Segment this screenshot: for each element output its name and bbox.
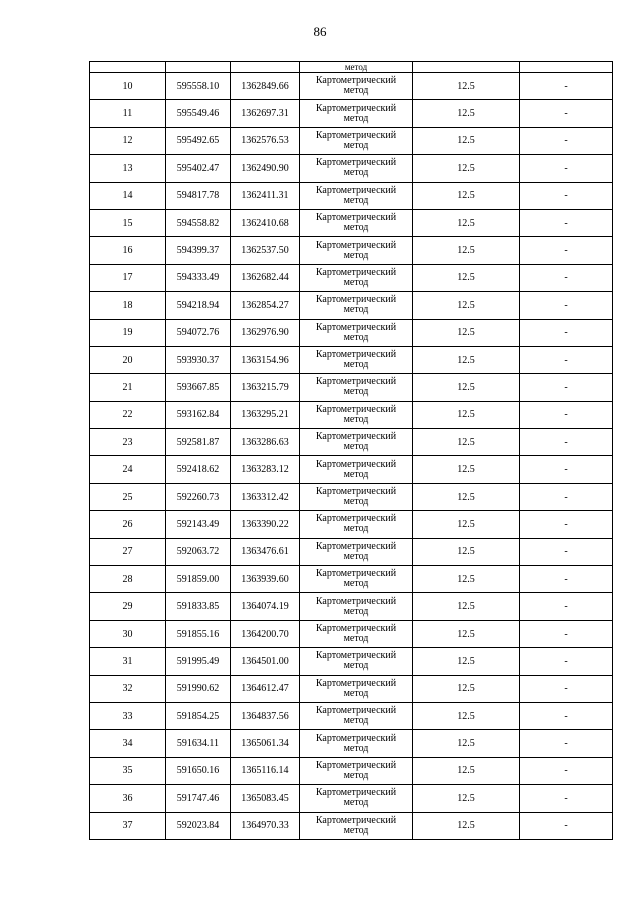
- point-number-cell: 20: [90, 346, 166, 373]
- method-line-2: метод: [343, 468, 369, 480]
- note-cell: -: [520, 100, 613, 127]
- note-cell: -: [520, 620, 613, 647]
- y-coordinate-cell: 1363312.42: [231, 483, 300, 510]
- method-line-1: Картометрический: [315, 129, 397, 141]
- method-cell: [300, 566, 413, 593]
- method-cell: [300, 182, 413, 209]
- method-line-2: метод: [343, 167, 369, 179]
- method-line-1: Картометрический: [315, 814, 397, 826]
- x-coordinate-cell: 591833.85: [166, 593, 231, 620]
- method-line-2: метод: [343, 441, 369, 453]
- error-cell: 12.5: [413, 620, 520, 647]
- error-cell: 12.5: [413, 566, 520, 593]
- table-row: [90, 100, 613, 127]
- method-line-2: метод: [343, 304, 369, 316]
- note-cell: -: [520, 237, 613, 264]
- method-line-2: метод: [343, 139, 369, 151]
- x-coordinate-cell: 592418.62: [166, 456, 231, 483]
- method-cell: [300, 319, 413, 346]
- y-coordinate-cell: 1363476.61: [231, 538, 300, 565]
- point-number-cell: 11: [90, 100, 166, 127]
- y-coordinate-cell: 1362854.27: [231, 292, 300, 319]
- error-cell: 12.5: [413, 374, 520, 401]
- method-line-1: Картометрический: [315, 540, 397, 552]
- y-coordinate-cell: 1362410.68: [231, 209, 300, 236]
- x-coordinate-cell: 591859.00: [166, 566, 231, 593]
- method-line-2: метод: [343, 359, 369, 371]
- table-row: [90, 429, 613, 456]
- x-coordinate-cell: 591990.62: [166, 675, 231, 702]
- x-coordinate-cell: 591634.11: [166, 730, 231, 757]
- x-coordinate-cell: 594333.49: [166, 264, 231, 291]
- x-coordinate-cell: 595402.47: [166, 155, 231, 182]
- method-cell: [300, 237, 413, 264]
- method-line-1: Картометрический: [315, 431, 397, 443]
- method-line-2: метод: [343, 550, 369, 562]
- method-cell: [300, 292, 413, 319]
- method-cell: [300, 538, 413, 565]
- point-number-cell: 21: [90, 374, 166, 401]
- method-line-1: Картометрический: [315, 568, 397, 580]
- y-coordinate-cell: 1362849.66: [231, 73, 300, 100]
- point-number-cell: 35: [90, 757, 166, 784]
- note-cell: -: [520, 812, 613, 839]
- method-line-1: Картометрический: [315, 184, 397, 196]
- table-row: [90, 785, 613, 812]
- table-row: [90, 237, 613, 264]
- point-number-cell: 27: [90, 538, 166, 565]
- method-cell: [300, 812, 413, 839]
- y-coordinate-cell: 1363215.79: [231, 374, 300, 401]
- method-line-2: метод: [343, 222, 369, 234]
- method-line-2: метод: [343, 660, 369, 672]
- x-coordinate-cell: 591747.46: [166, 785, 231, 812]
- error-cell: 12.5: [413, 346, 520, 373]
- method-cell: [300, 73, 413, 100]
- method-line-1: Картометрический: [315, 102, 397, 114]
- note-cell: -: [520, 538, 613, 565]
- x-coordinate-cell: 591650.16: [166, 757, 231, 784]
- error-cell: 12.5: [413, 127, 520, 154]
- note-cell: -: [520, 264, 613, 291]
- method-cell: [300, 593, 413, 620]
- error-cell: 12.5: [413, 237, 520, 264]
- point-number-cell: 12: [90, 127, 166, 154]
- continuation-cell-x: [166, 62, 231, 73]
- error-cell: 12.5: [413, 319, 520, 346]
- point-number-cell: 30: [90, 620, 166, 647]
- x-coordinate-cell: 594817.78: [166, 182, 231, 209]
- method-line-1: Картометрический: [315, 486, 397, 498]
- error-cell: 12.5: [413, 675, 520, 702]
- table-row: [90, 209, 613, 236]
- error-cell: 12.5: [413, 538, 520, 565]
- y-coordinate-cell: 1362576.53: [231, 127, 300, 154]
- x-coordinate-cell: 594399.37: [166, 237, 231, 264]
- continuation-cell-error: [413, 62, 520, 73]
- y-coordinate-cell: 1362976.90: [231, 319, 300, 346]
- table-row: [90, 538, 613, 565]
- method-cell: [300, 209, 413, 236]
- table-row: [90, 812, 613, 839]
- note-cell: -: [520, 675, 613, 702]
- table-row: [90, 757, 613, 784]
- method-cell: [300, 483, 413, 510]
- note-cell: -: [520, 757, 613, 784]
- y-coordinate-cell: 1365116.14: [231, 757, 300, 784]
- table-row: [90, 456, 613, 483]
- note-cell: -: [520, 401, 613, 428]
- method-line-1: Картометрический: [315, 376, 397, 388]
- point-number-cell: 16: [90, 237, 166, 264]
- table-row: [90, 401, 613, 428]
- y-coordinate-cell: 1364970.33: [231, 812, 300, 839]
- point-number-cell: 31: [90, 648, 166, 675]
- coordinates-table-body: [90, 62, 613, 840]
- method-line-1: Картометрический: [315, 75, 397, 87]
- note-cell: -: [520, 730, 613, 757]
- table-row: [90, 675, 613, 702]
- x-coordinate-cell: 592581.87: [166, 429, 231, 456]
- method-cell: [300, 264, 413, 291]
- method-cell: [300, 620, 413, 647]
- y-coordinate-cell: 1363390.22: [231, 511, 300, 538]
- method-cell: [300, 675, 413, 702]
- method-line-1: Картометрический: [315, 787, 397, 799]
- method-line-2: метод: [343, 687, 369, 699]
- note-cell: -: [520, 593, 613, 620]
- x-coordinate-cell: 591995.49: [166, 648, 231, 675]
- x-coordinate-cell: 595549.46: [166, 100, 231, 127]
- continuation-cell-note: [520, 62, 613, 73]
- method-line-2: метод: [343, 85, 369, 97]
- method-line-1: Картометрический: [315, 239, 397, 251]
- point-number-cell: 25: [90, 483, 166, 510]
- error-cell: 12.5: [413, 648, 520, 675]
- error-cell: 12.5: [413, 292, 520, 319]
- point-number-cell: 33: [90, 702, 166, 729]
- method-line-2: метод: [343, 112, 369, 124]
- method-cell: [300, 757, 413, 784]
- point-number-cell: 24: [90, 456, 166, 483]
- table-row: [90, 483, 613, 510]
- method-line-1: Картометрический: [315, 212, 397, 224]
- point-number-cell: 37: [90, 812, 166, 839]
- note-cell: -: [520, 292, 613, 319]
- point-number-cell: 29: [90, 593, 166, 620]
- method-line-2: метод: [343, 633, 369, 644]
- y-coordinate-cell: 1362682.44: [231, 264, 300, 291]
- error-cell: 12.5: [413, 785, 520, 812]
- note-cell: -: [520, 346, 613, 373]
- y-coordinate-cell: 1362697.31: [231, 100, 300, 127]
- method-line-1: Картометрический: [315, 266, 397, 278]
- point-number-cell: 18: [90, 292, 166, 319]
- point-number-cell: 36: [90, 785, 166, 812]
- method-line-1: Картометрический: [315, 623, 397, 634]
- x-coordinate-cell: 592023.84: [166, 812, 231, 839]
- table-row: [90, 620, 613, 647]
- table-row: [90, 264, 613, 291]
- continuation-row: [90, 62, 613, 73]
- method-line-1: Картометрический: [315, 677, 397, 689]
- note-cell: -: [520, 209, 613, 236]
- error-cell: 12.5: [413, 264, 520, 291]
- note-cell: -: [520, 785, 613, 812]
- y-coordinate-cell: 1363295.21: [231, 401, 300, 428]
- method-cell: [300, 648, 413, 675]
- method-line-1: Картометрический: [315, 595, 397, 607]
- y-coordinate-cell: 1363939.60: [231, 566, 300, 593]
- y-coordinate-cell: 1362490.90: [231, 155, 300, 182]
- method-cell: [300, 100, 413, 127]
- x-coordinate-cell: 593162.84: [166, 401, 231, 428]
- y-coordinate-cell: 1364837.56: [231, 702, 300, 729]
- point-number-cell: 28: [90, 566, 166, 593]
- method-line-2: метод: [343, 194, 369, 206]
- continuation-cell-method: метод: [300, 62, 413, 73]
- point-number-cell: 32: [90, 675, 166, 702]
- method-line-2: метод: [343, 824, 369, 836]
- method-line-1: Картометрический: [315, 294, 397, 306]
- error-cell: 12.5: [413, 812, 520, 839]
- table-row: [90, 346, 613, 373]
- note-cell: -: [520, 511, 613, 538]
- method-line-1: Картометрический: [315, 321, 397, 333]
- table-row: [90, 292, 613, 319]
- x-coordinate-cell: 593930.37: [166, 346, 231, 373]
- error-cell: 12.5: [413, 429, 520, 456]
- point-number-cell: 15: [90, 209, 166, 236]
- method-line-1: Картометрический: [315, 650, 397, 662]
- point-number-cell: 26: [90, 511, 166, 538]
- method-line-2: метод: [343, 742, 369, 754]
- table-row: [90, 127, 613, 154]
- method-cell: [300, 127, 413, 154]
- method-line-2: метод: [343, 523, 369, 535]
- x-coordinate-cell: 595558.10: [166, 73, 231, 100]
- method-line-1: Картометрический: [315, 403, 397, 415]
- note-cell: -: [520, 374, 613, 401]
- x-coordinate-cell: 592143.49: [166, 511, 231, 538]
- method-line-1: Картометрический: [315, 349, 397, 361]
- method-line-2: метод: [343, 413, 369, 425]
- y-coordinate-cell: 1364200.70: [231, 620, 300, 647]
- y-coordinate-cell: 1363283.12: [231, 456, 300, 483]
- method-line-1: Картометрический: [315, 458, 397, 470]
- error-cell: 12.5: [413, 757, 520, 784]
- table-row: [90, 319, 613, 346]
- page-number: 86: [313, 24, 327, 39]
- method-cell: [300, 374, 413, 401]
- method-line-2: метод: [343, 769, 369, 781]
- method-line-2: метод: [343, 496, 369, 508]
- y-coordinate-cell: 1363286.63: [231, 429, 300, 456]
- note-cell: -: [520, 566, 613, 593]
- table-row: [90, 730, 613, 757]
- table-row: [90, 702, 613, 729]
- error-cell: 12.5: [413, 702, 520, 729]
- point-number-cell: 23: [90, 429, 166, 456]
- note-cell: -: [520, 429, 613, 456]
- method-cell: [300, 785, 413, 812]
- method-cell: [300, 346, 413, 373]
- point-number-cell: 10: [90, 73, 166, 100]
- table-row: [90, 182, 613, 209]
- table-row: [90, 648, 613, 675]
- note-cell: -: [520, 73, 613, 100]
- error-cell: 12.5: [413, 483, 520, 510]
- method-cell: [300, 401, 413, 428]
- note-cell: -: [520, 483, 613, 510]
- method-line-2: метод: [343, 276, 369, 288]
- method-line-2: метод: [343, 715, 369, 727]
- x-coordinate-cell: 594558.82: [166, 209, 231, 236]
- point-number-cell: 34: [90, 730, 166, 757]
- error-cell: 12.5: [413, 593, 520, 620]
- method-cell: [300, 702, 413, 729]
- note-cell: -: [520, 155, 613, 182]
- method-line-2: метод: [343, 249, 369, 261]
- table-row: [90, 511, 613, 538]
- coordinates-table: [89, 61, 613, 840]
- error-cell: 12.5: [413, 209, 520, 236]
- method-line-1: Картометрический: [315, 732, 397, 744]
- y-coordinate-cell: 1365061.34: [231, 730, 300, 757]
- method-line-1: Картометрический: [315, 705, 397, 717]
- method-cell: [300, 429, 413, 456]
- point-number-cell: 17: [90, 264, 166, 291]
- error-cell: 12.5: [413, 100, 520, 127]
- note-cell: -: [520, 319, 613, 346]
- table-row: [90, 155, 613, 182]
- x-coordinate-cell: 593667.85: [166, 374, 231, 401]
- method-line-2: метод: [343, 797, 369, 809]
- x-coordinate-cell: 591854.25: [166, 702, 231, 729]
- y-coordinate-cell: 1364501.00: [231, 648, 300, 675]
- error-cell: 12.5: [413, 730, 520, 757]
- error-cell: 12.5: [413, 511, 520, 538]
- note-cell: -: [520, 127, 613, 154]
- table-row: [90, 374, 613, 401]
- y-coordinate-cell: 1362411.31: [231, 182, 300, 209]
- method-line-2: метод: [343, 578, 369, 590]
- method-cell: [300, 511, 413, 538]
- y-coordinate-cell: 1362537.50: [231, 237, 300, 264]
- note-cell: -: [520, 456, 613, 483]
- method-line-1: Картометрический: [315, 759, 397, 771]
- point-number-cell: 13: [90, 155, 166, 182]
- x-coordinate-cell: 594072.76: [166, 319, 231, 346]
- method-line-1: Картометрический: [315, 513, 397, 525]
- method-line-2: метод: [343, 605, 369, 617]
- method-line-1: Картометрический: [315, 157, 397, 169]
- x-coordinate-cell: 594218.94: [166, 292, 231, 319]
- x-coordinate-cell: 592063.72: [166, 538, 231, 565]
- x-coordinate-cell: 595492.65: [166, 127, 231, 154]
- table-row: [90, 593, 613, 620]
- error-cell: 12.5: [413, 155, 520, 182]
- method-cell: [300, 155, 413, 182]
- y-coordinate-cell: 1363154.96: [231, 346, 300, 373]
- y-coordinate-cell: 1364612.47: [231, 675, 300, 702]
- x-coordinate-cell: 592260.73: [166, 483, 231, 510]
- table-row: [90, 566, 613, 593]
- method-line-2: метод: [343, 331, 369, 343]
- continuation-cell-num: [90, 62, 166, 73]
- table-row: [90, 73, 613, 100]
- point-number-cell: 19: [90, 319, 166, 346]
- note-cell: -: [520, 182, 613, 209]
- point-number-cell: 14: [90, 182, 166, 209]
- note-cell: -: [520, 648, 613, 675]
- error-cell: 12.5: [413, 182, 520, 209]
- x-coordinate-cell: 591855.16: [166, 620, 231, 647]
- error-cell: 12.5: [413, 401, 520, 428]
- y-coordinate-cell: 1364074.19: [231, 593, 300, 620]
- method-cell: [300, 456, 413, 483]
- point-number-cell: 22: [90, 401, 166, 428]
- continuation-cell-y: [231, 62, 300, 73]
- method-line-2: метод: [343, 386, 369, 398]
- y-coordinate-cell: 1365083.45: [231, 785, 300, 812]
- error-cell: 12.5: [413, 73, 520, 100]
- error-cell: 12.5: [413, 456, 520, 483]
- method-cell: [300, 730, 413, 757]
- note-cell: -: [520, 702, 613, 729]
